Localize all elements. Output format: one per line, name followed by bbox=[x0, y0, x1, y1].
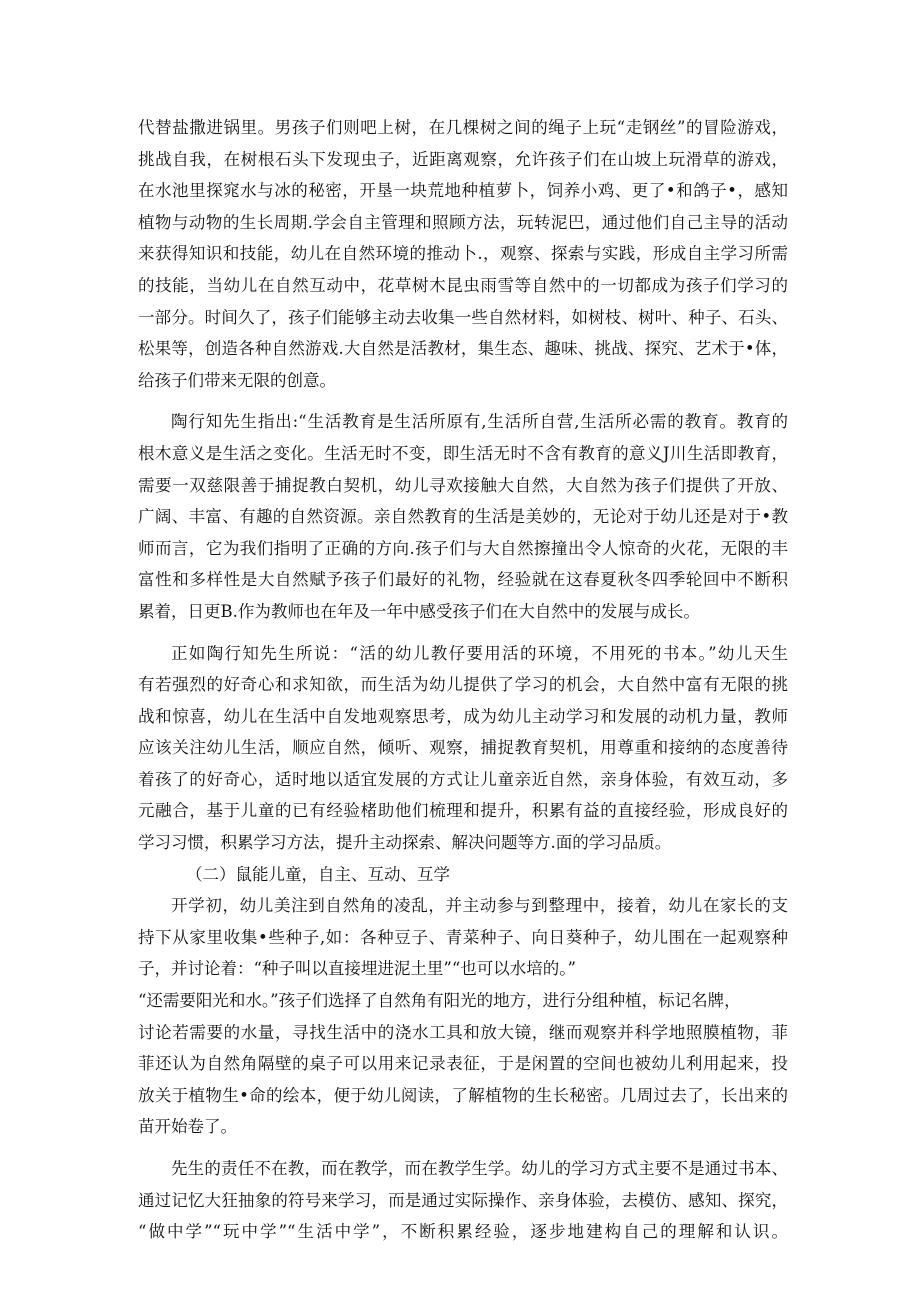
text-line: 富性和多样性是大自然赋予孩子们最好的礼物，经验就在这春夏秋冬四季轮回中不断积 bbox=[138, 570, 788, 590]
text-line: 师而言，它为我们指明了正确的方向.孩子们与大自然擦撞出令人惊奇的火花，无限的丰 bbox=[138, 538, 788, 558]
paragraph bbox=[138, 1153, 788, 1248]
text-line: 开学初，幼儿美注到自然角的凌乱，并主动参与到整理中，接着，幼儿在家长的支 bbox=[171, 896, 788, 916]
text-line: 陶行知先生指出:“生活教育是生活所原有,生活所自营,生活所必需的教育。教育的 bbox=[171, 412, 788, 432]
text-line: 在水池里探窕水与冰的秘密，开垦一块荒地种植萝卜，饲养小鸡、更了•和鸽子•，感知 bbox=[138, 181, 788, 201]
text-line: 一部分。时间久了，孩子们能够主动去收集一些自然材料，如树枝、树叶、种子、石头、 bbox=[138, 307, 788, 327]
text-line: 广阔、丰富、有趣的自然资源。亲自然教育的生活是美妙的，无论对于幼儿还是对于•教 bbox=[138, 507, 788, 527]
text-line: 挑战自我，在树根石头下发现虫子，近距离观察，允许孩子们在山坡上玩滑草的游戏， bbox=[138, 149, 788, 169]
paragraph bbox=[138, 406, 788, 627]
text-line: 苗开始卷了。 bbox=[138, 1117, 237, 1137]
text-line: 松果等，创造各种自然游戏.大自然是活教材，集生态、趣味、挑战、探究、艺术于•体， bbox=[138, 339, 788, 359]
text-line: 先生的责任不在教，而在教学，而在教学生学。幼儿的学习方式主要不是通过书本、 bbox=[171, 1159, 788, 1178]
paragraph bbox=[138, 112, 788, 396]
text-line: 战和惊喜，幼儿在生活中自发地观察思考，成为幼儿主动学习和发展的动机力量，教师 bbox=[138, 706, 788, 726]
text-line: 植物与动物的生长周期.学会自主管理和照顾方法，玩转泥巴，通过他们自己主导的活动 bbox=[138, 212, 788, 232]
text-line: 根木意义是生活之变化。生活无时不变，即生活无时不含有教育的意义J川生活即教育， bbox=[138, 443, 788, 463]
text-line: 有若强烈的好奇心和求知欲，而生活为幼儿提供了学习的机会，大自然中富有无限的挑 bbox=[138, 675, 788, 695]
section-heading: （二）鼠能儿童，自主、互动、互学 bbox=[186, 864, 450, 884]
text-line: 的技能，当幼儿在自然互动中，花草树木昆虫雨雪等自然中的一切都成为孩子们学习的 bbox=[138, 275, 788, 295]
text-line: 元融合，基于儿童的已有经验楮助他们梳理和提升，积累有益的直接经验，形成良好的 bbox=[138, 801, 788, 821]
text-line: 通过记忆大狂抽象的符号来学习，而是通过实际操作、亲身体验，去模仿、感知、探究， bbox=[138, 1190, 788, 1210]
text-line: 来获得知识和技能，幼儿在自然环境的推动卜.，观察、探索与实践，形成自主学习所需 bbox=[138, 244, 788, 264]
text-line: 学习习惯，积累学习方法，提升主动探索、解决问题等方.面的学习品质。 bbox=[138, 833, 672, 853]
text-line: 子，并讨论着：“种子叫以直接埋进泥土里”“也可以水培的。” bbox=[138, 959, 576, 979]
text-line: 讨论若需要的水量，寻找生活中的浇水工具和放大镜，继而观察并科学地照膜植物，菲 bbox=[138, 1022, 788, 1042]
document-page bbox=[138, 112, 788, 1248]
text-line: 给孩子们带来无限的创意。 bbox=[138, 370, 336, 390]
text-line: 着孩了的好奇心，适时地以适宜发展的方式让儿童亲近自然，亲身体验，有效互动，多 bbox=[138, 769, 788, 789]
text-line: 持下从家里收集•些种子,如：各种豆子、青菜种子、向日葵种子，幼儿围在一起观察种 bbox=[138, 927, 788, 947]
text-line: 需要一双慈限善于捕捉教白契机，幼儿寻欢接触大自然，大自然为孩子们提供了开放、 bbox=[138, 475, 788, 495]
text-line: 菲还认为自然角隔壁的桌子可以用来记录表征，于是闲置的空间也被幼儿利用起来，投 bbox=[138, 1054, 788, 1074]
paragraph bbox=[138, 638, 788, 859]
text-line: 放关于植物生•命的绘本，便于幼儿阅读，了解植物的生长秘密。几周过去了，长出来的 bbox=[138, 1085, 788, 1105]
text-line: “还需要阳光和水。”孩子们选择了自然角有阳光的地方，进行分组种植，标记名牌， bbox=[138, 991, 741, 1011]
text-line: 正如陶行知先生所说：“活的幼儿教仔要用活的环境，不用死的书本。”幼儿天生 bbox=[171, 643, 788, 663]
text-line: 累着，日更B.作为教师也在年及一年中感受孩子们在大自然中的发展与成长。 bbox=[138, 601, 700, 621]
text-line: “做中学”“玩中学”“生活中学”，不断积累经验，逐步地建构自己的理解和认识。 bbox=[138, 1222, 788, 1242]
paragraph bbox=[138, 890, 788, 1143]
text-line: 代替盐撒进锅里。男孩子们则吧上树，在几棵树之间的绳子上玩“走钢丝”的冒险游戏， bbox=[138, 118, 788, 137]
text-line: 应该关注幼儿生活，顺应自然，倾听、观察，捕捉教育契机，用尊重和接纳的态度善待 bbox=[138, 738, 788, 758]
